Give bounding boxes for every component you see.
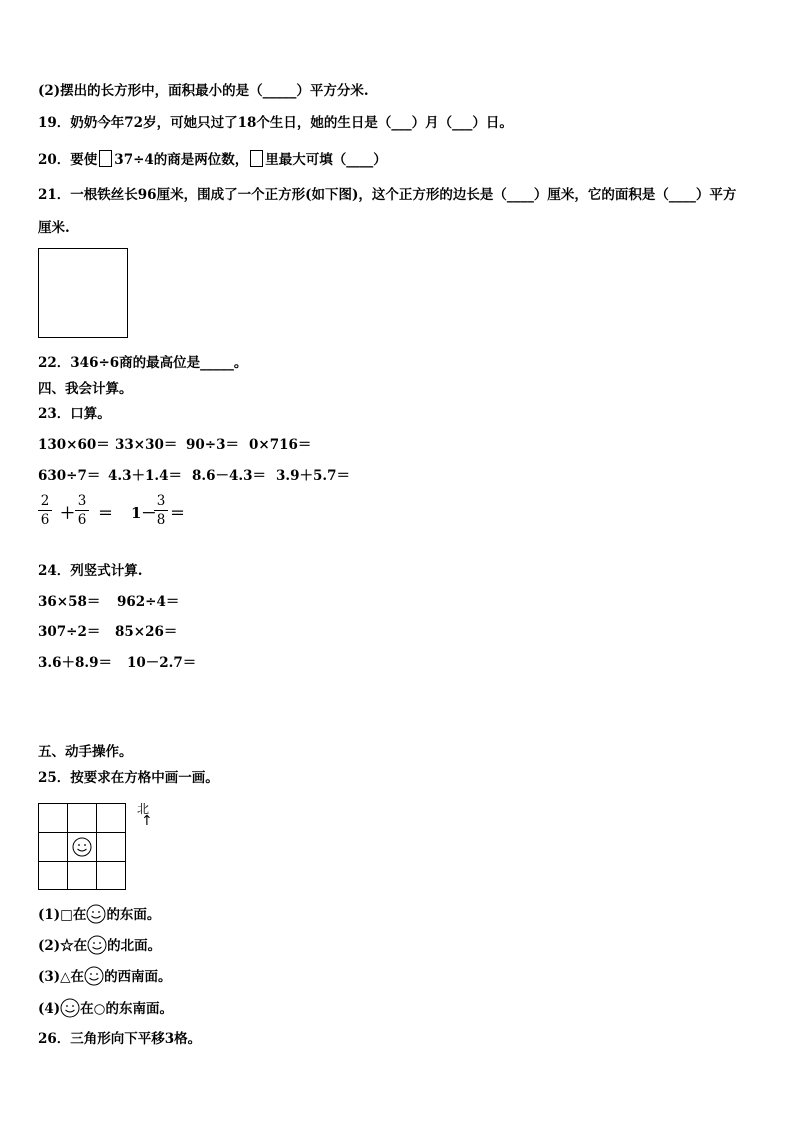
calc-item: 307÷2＝ <box>38 624 101 640</box>
q20-text-a: 20．要使 <box>38 152 98 168</box>
question-26: 26．三角形向下平移3格。 <box>38 1031 202 1047</box>
smiley-icon <box>84 966 104 986</box>
denominator: 8 <box>156 512 166 528</box>
calc-item: 36×58＝ <box>38 594 101 610</box>
calc-item: 130×60＝ <box>38 437 110 453</box>
fraction <box>154 493 168 528</box>
smiley-icon <box>72 837 92 857</box>
question-23: 23．口算。 <box>38 406 111 422</box>
instruction-text: 在○的东南面。 <box>80 1001 173 1017</box>
question-24: 24．列竖式计算. <box>38 563 143 579</box>
denominator: 6 <box>77 512 87 528</box>
question-21: 21．一根铁丝长96厘米，围成了一个正方形(如下图)，这个正方形的边长是（____）厘米，它的面积是（____）平方 <box>38 187 737 203</box>
smiley-icon <box>87 935 107 955</box>
q20-text-c: 里最大可填（____） <box>265 152 387 168</box>
instruction-text: (2)☆在 <box>38 938 88 954</box>
fraction <box>38 493 52 528</box>
plus-sign: ＋ <box>60 504 76 522</box>
square-grid <box>38 803 126 890</box>
numerator: 3 <box>156 493 166 509</box>
calc-item: 90÷3＝ <box>186 437 239 453</box>
calc-item: 3.9＋5.7＝ <box>276 468 350 484</box>
instruction-text: 的东面。 <box>106 907 161 923</box>
north-arrow-icon: ↑ <box>141 813 153 829</box>
one-minus: 1－ <box>131 504 157 522</box>
section-5-title: 五、动手操作。 <box>38 744 133 760</box>
answer-box <box>250 150 263 167</box>
smiley-icon <box>60 998 80 1018</box>
square-figure <box>38 248 128 338</box>
instruction-2 <box>38 935 161 955</box>
q20-text-b: 37÷4的商是两位数， <box>114 152 249 168</box>
numerator: 2 <box>40 493 50 509</box>
north-label: 北 <box>137 802 150 816</box>
question-22: 22．346÷6商的最高位是_____。 <box>38 355 248 371</box>
question-20 <box>38 150 387 169</box>
instruction-text: (1)□在 <box>38 907 87 923</box>
calc-item: 3.6＋8.9＝ <box>38 655 112 671</box>
equals-sign: ＝ <box>170 504 186 522</box>
instruction-3 <box>38 966 172 986</box>
calc-item: 33×30＝ <box>115 437 178 453</box>
calc-item: 10－2.7＝ <box>127 655 197 671</box>
equals-sign: ＝ <box>98 504 114 522</box>
answer-box <box>99 150 112 167</box>
numerator: 3 <box>77 493 87 509</box>
instruction-text: (3)△在 <box>38 969 85 985</box>
instruction-1 <box>38 904 160 924</box>
fraction <box>75 493 89 528</box>
instruction-4 <box>38 998 173 1018</box>
question-line: (2)摆出的长方形中，面积最小的是（_____）平方分米. <box>38 83 369 99</box>
calc-item: 8.6－4.3＝ <box>192 468 266 484</box>
calc-item: 962÷4＝ <box>117 594 180 610</box>
calc-item: 0×716＝ <box>249 437 312 453</box>
calc-item: 85×26＝ <box>115 624 178 640</box>
question-25: 25．按要求在方格中画一画。 <box>38 770 219 786</box>
calc-item: 630÷7＝ <box>38 468 101 484</box>
calc-item: 4.3＋1.4＝ <box>108 468 182 484</box>
question-21-cont: 厘米. <box>38 220 70 236</box>
question-19: 19．奶奶今年72岁，可她只过了18个生日，她的生日是（___）月（___）日。 <box>38 115 513 131</box>
section-4-title: 四、我会计算。 <box>38 381 133 397</box>
denominator: 6 <box>40 512 50 528</box>
instruction-text: 的北面。 <box>107 938 162 954</box>
instruction-text: 的西南面。 <box>104 969 172 985</box>
smiley-icon <box>86 904 106 924</box>
instruction-text: (4) <box>38 1001 61 1017</box>
